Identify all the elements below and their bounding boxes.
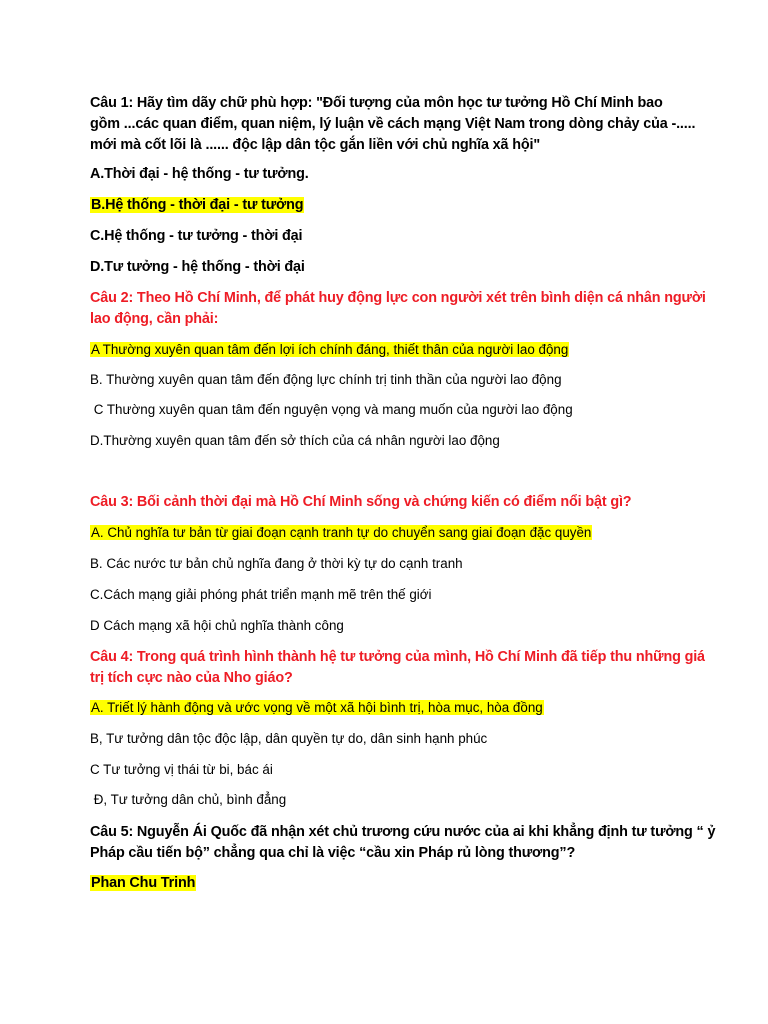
q3-option-d: [90, 616, 344, 636]
q1-option-d: [90, 257, 305, 277]
q3-option-c: [90, 585, 432, 605]
q1-option-a-text: A.Thời đại - hệ thống - tư tưởng.: [90, 166, 309, 182]
q4-question-line-1: Câu 4: Trong quá trình hình thành hệ tư tưởng của mình, Hồ Chí Minh đã tiếp thu những giá: [90, 649, 705, 665]
q2-option-d-text: D.Thường xuyên quan tâm đến sở thích của cá nhân người lao động: [90, 433, 500, 448]
q4-option-b: [90, 729, 487, 749]
q4-option-d-text: Đ, Tư tưởng dân chủ, bình đẳng: [90, 792, 287, 807]
q3-option-b-text: B. Các nước tư bản chủ nghĩa đang ở thời kỳ tự do cạnh tranh: [90, 556, 463, 571]
q4-option-c-text: C Tư tưởng vị thái từ bi, bác ái: [90, 762, 273, 777]
q1-option-c-text: C.Hệ thống - tư tưởng - thời đại: [90, 228, 303, 244]
q5-answer-highlighted: Phan Chu Trinh: [91, 875, 196, 891]
q1-option-d-text: D.Tư tưởng - hệ thống - thời đại: [90, 259, 305, 275]
q1-question-line-1: Câu 1: Hãy tìm dãy chữ phù hợp: "Đối tượng của môn học tư tưởng Hồ Chí Minh bao: [90, 95, 663, 111]
q2-option-b-text: B. Thường xuyên quan tâm đến động lực chính trị tinh thần của người lao động: [90, 372, 562, 387]
q5-answer: [90, 873, 196, 893]
q2-option-b: [90, 370, 562, 390]
q2-option-c: [90, 400, 573, 420]
q1-option-b: [90, 195, 304, 215]
q2-question-line-1: Câu 2: Theo Hồ Chí Minh, để phát huy động lực con người xét trên bình diện cá nhân người: [90, 290, 706, 306]
q3-option-a: [90, 523, 592, 543]
q4-question-line-2: trị tích cực nào của Nho giáo?: [90, 670, 293, 686]
q4-option-c: [90, 760, 273, 780]
q3-option-b: [90, 554, 463, 574]
q1-option-a: [90, 164, 309, 184]
q5-question-line-2: Pháp cầu tiến bộ” chẳng qua chỉ là việc “cầu xin Pháp rủ lòng thương”?: [90, 845, 576, 861]
q2-question-line-2: lao động, cần phải:: [90, 311, 219, 327]
q3-question-line-1: Câu 3: Bối cảnh thời đại mà Hồ Chí Minh sống và chứng kiến có điểm nổi bật gì?: [90, 494, 632, 510]
q2-option-c-text: C Thường xuyên quan tâm đến nguyện vọng và mang muốn của người lao động: [90, 402, 573, 417]
q2-option-a: [90, 340, 569, 360]
q1-option-b-highlighted-answer: B.Hệ thống - thời đại - tư tưởng: [91, 197, 304, 213]
q4-option-b-text: B, Tư tưởng dân tộc độc lập, dân quyền tự do, dân sinh hạnh phúc: [90, 731, 488, 746]
q1-question-line-2: gồm ...các quan điểm, quan niệm, lý luận về cách mạng Việt Nam trong dòng chảy của -.....: [90, 116, 696, 132]
q1-question-line-3: mới mà cốt lõi là ...... độc lập dân tộc gắn liền với chủ nghĩa xã hội": [90, 137, 541, 153]
q4-option-d: [90, 790, 286, 810]
q2-option-d: [90, 431, 500, 451]
q3-option-c-text: C.Cách mạng giải phóng phát triển mạnh mẽ trên thế giới: [90, 587, 432, 602]
q2-option-a-highlighted-answer: A Thường xuyên quan tâm đến lợi ích chính đáng, thiết thân của người lao động: [91, 342, 569, 357]
q5-question-line-1: Câu 5: Nguyễn Ái Quốc đã nhận xét chủ trương cứu nước của ai khi khẳng định tư tưởng “ ỷ: [90, 824, 716, 840]
q3-option-d-text: D Cách mạng xã hội chủ nghĩa thành công: [90, 618, 344, 633]
q1-option-c: [90, 226, 302, 246]
q3-option-a-highlighted-answer: A. Chủ nghĩa tư bản từ giai đoạn cạnh tranh tự do chuyển sang giai đoạn đặc quyền: [91, 525, 592, 540]
q4-option-a: [90, 698, 544, 718]
q4-option-a-highlighted-answer: A. Triết lý hành động và ước vọng về một xã hội bình trị, hòa mục, hòa đồng: [91, 700, 543, 715]
